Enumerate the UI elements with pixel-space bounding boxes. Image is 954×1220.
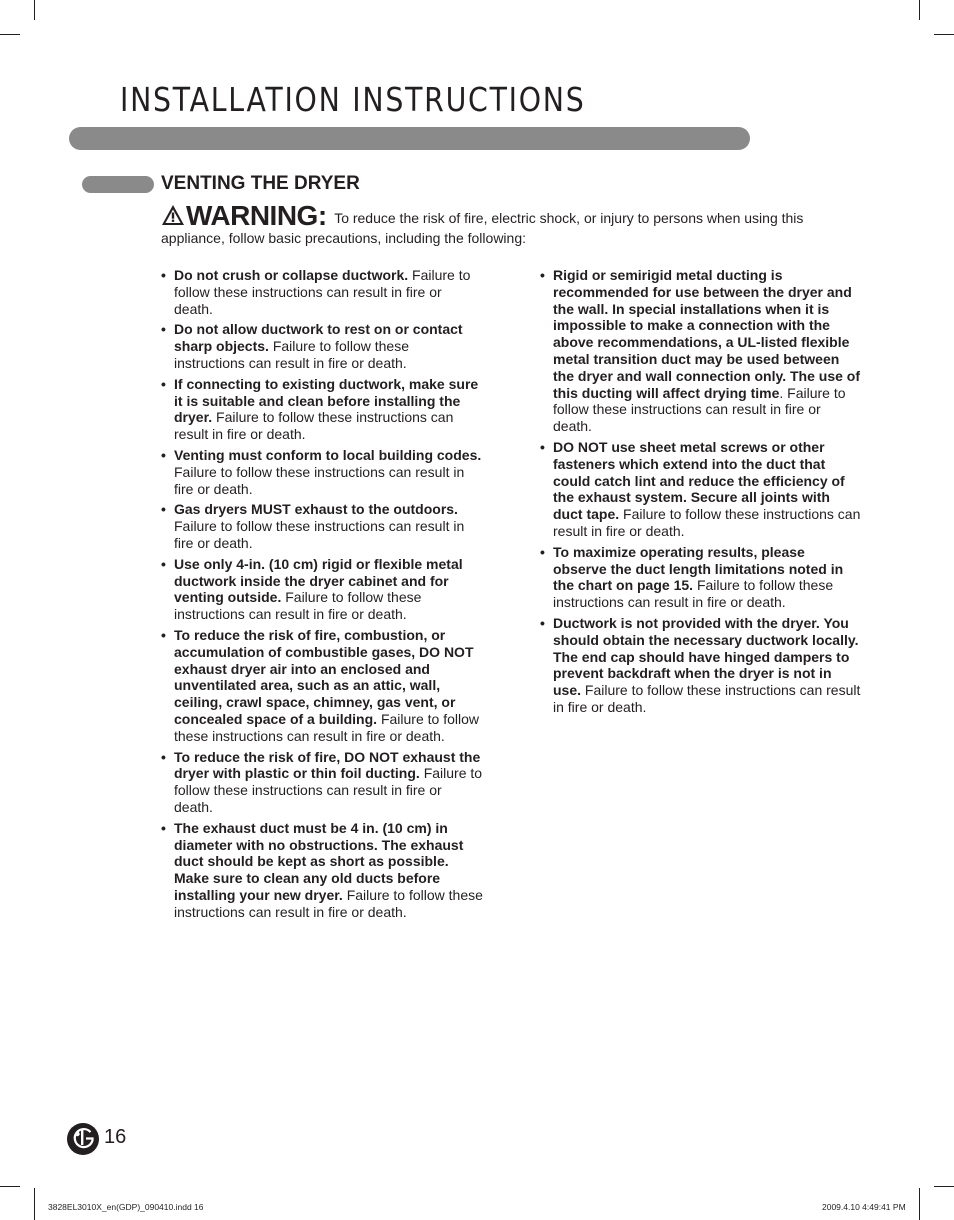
item-bold-text: Ductwork is not provided with the dryer. You should obtain the necessary ductwork locally. The end cap should have hinged dampers to prevent backdraft when the dryer is not in use. (553, 614, 859, 699)
list-item: • To reduce the risk of fire, combustion, or accumulation of combustible gases, DO NOT exhaust dryer air into an enclosed and unventilated area, such as an attic, wall, ceiling, crawl space, chimney, gas vent, or concealed space of a building. Failure to follow these instructions can result in fire or death. (161, 626, 479, 744)
warning-label: WARNING: (186, 200, 327, 231)
list-item: • Gas dryers MUST exhaust to the outdoors. Failure to follow these instructions can result in fire or death. (161, 501, 465, 551)
crop-mark (919, 1188, 920, 1220)
item-text: Failure to follow these instructions can result in fire or death. (174, 886, 483, 920)
list-item: • To reduce the risk of fire, DO NOT exhaust the dryer with plastic or thin foil ducting. Failure to follow these instructions can result in fire or death. (161, 748, 483, 815)
title-bar (69, 127, 750, 150)
list-item: • Ductwork is not provided with the dryer. You should obtain the necessary ductwork locally. The end cap should have hinged dampers to prevent backdraft when the dryer is not in use. Failure to follow these instructions can result in fire or death. (540, 614, 861, 715)
item-bold-text: The exhaust duct must be 4 in. (10 cm) in diameter with no obstructions. The exhaust duct should be kept as short as possible. Make sure to clean any old ducts before installing your new dryer. (174, 819, 464, 903)
list-item: • DO NOT use sheet metal screws or other fasteners which extend into the duct that could catch lint and reduce the efficiency of the exhaust system. Secure all joints with duct tape. Failure to follow these instructions can result in fire or death. (540, 438, 861, 539)
list-item: • Use only 4-in. (10 cm) rigid or flexible metal ductwork inside the dryer cabinet and for venting outside. Failure to follow these instructions can result in fire or death. (161, 555, 463, 623)
crop-mark (34, 0, 35, 20)
warning-block (161, 200, 861, 247)
item-text: Failure to follow these instructions can result in fire or death. (174, 589, 422, 623)
item-bold-text: To reduce the risk of fire, DO NOT exhaust the dryer with plastic or thin foil ducting. (174, 748, 481, 782)
warning-text: To reduce the risk of fire, electric shock, or injury to persons when using this appliance, follow basic precautions, including the following: (161, 210, 804, 246)
item-text: Failure to follow these instructions can result in fire or death. (553, 577, 834, 611)
lg-logo-icon (66, 1122, 100, 1161)
page-number: 16 (104, 1126, 127, 1148)
section-marker (82, 176, 154, 193)
item-text: Failure to follow these instructions can result in fire or death. (174, 518, 465, 551)
crop-mark (0, 34, 20, 35)
list-item: • To maximize operating results, please observe the duct length limitations noted in the chart on page 15. Failure to follow these instructions can result in fire or death. (540, 543, 844, 611)
item-bold-text: Gas dryers MUST exhaust to the outdoors. (174, 501, 458, 518)
list-item: • The exhaust duct must be 4 in. (10 cm) in diameter with no obstructions. The exhaust duct should be kept as short as possible. Make sure to clean any old ducts before installing your new dryer. Failure to follow these instructions can result in fire or death. (161, 819, 483, 920)
item-text: Failure to follow these instructions can result in fire or death. (174, 710, 479, 744)
footer-timestamp: 2009.4.10 4:49:41 PM (822, 1202, 906, 1212)
item-bold-text: Use only 4-in. (10 cm) rigid or flexible metal ductwork inside the dryer cabinet and for venting outside. (174, 555, 463, 606)
right-column (540, 267, 862, 720)
item-text: Failure to follow these instructions can result in fire or death. (174, 765, 483, 815)
list-item: • Venting must conform to local building codes. Failure to follow these instructions can result in fire or death. (161, 446, 482, 497)
item-bold-text: If connecting to existing ductwork, make sure it is suitable and clean before installing the dryer. (174, 375, 479, 426)
crop-mark (919, 0, 920, 20)
item-text: Failure to follow these instructions can result in fire or death. (174, 463, 465, 497)
item-text: Failure to follow these instructions can result in fire or death. (553, 506, 861, 539)
item-text: Failure to follow these instructions can result in fire or death. (174, 338, 409, 371)
item-text: Failure to follow these instructions can result in fire or death. (553, 682, 861, 715)
item-bold-text: Do not crush or collapse ductwork. (174, 267, 409, 283)
item-bold-text: Venting must conform to local building codes. (174, 446, 482, 463)
crop-mark (934, 34, 954, 35)
item-text: Failure to follow these instructions can result in fire or death. (174, 409, 454, 443)
item-text: . Failure to follow these instructions can result in fire or death. (553, 384, 846, 435)
item-bold-text: Do not allow ductwork to rest on or contact sharp objects. (174, 321, 463, 355)
item-text: Failure to follow these instructions can result in fire or death. (174, 267, 471, 317)
section-heading: VENTING THE DRYER (161, 173, 360, 194)
crop-mark (34, 1188, 35, 1220)
crop-mark (0, 1186, 20, 1187)
list-item: • Rigid or semirigid metal ducting is recommended for use between the dryer and the wall. In special installations when it is impossible to make a connection with the above recommendations, a UL-listed flexible metal transition duct may be used between the dryer and wall connection only. The use of this ducting will affect drying time. Failure to follow these instructions can result in fire or death. (540, 267, 861, 435)
item-bold-text: Rigid or semirigid metal ducting is recommended for use between the dryer and the wall. In special installations when it is impossible to make a connection with the above recommendations, a UL-listed flexible metal transition duct may be used between the dryer and wall connection only. The use of this ducting will affect drying time (553, 267, 861, 401)
item-bold-text: DO NOT use sheet metal screws or other fasteners which extend into the duct that could catch lint and reduce the efficiency of the exhaust system. Secure all joints with duct tape. (553, 438, 845, 523)
item-bold-text: To reduce the risk of fire, combustion, or accumulation of combustible gases, DO NOT exhaust dryer air into an enclosed and unventilated area, such as an attic, wall, ceiling, crawl space, chimney, gas vent, or concealed space of a building. (174, 626, 474, 727)
item-bold-text: To maximize operating results, please observe the duct length limitations noted in the chart on page 15. (553, 543, 844, 594)
footer-file-info: 3828EL3010X_en(GDP)_090410.indd 16 (48, 1202, 204, 1212)
list-item: • If connecting to existing ductwork, make sure it is suitable and clean before installing the dryer. Failure to follow these instructions can result in fire or death. (161, 375, 479, 443)
left-column (161, 267, 483, 924)
warning-triangle-icon (161, 204, 185, 230)
page-title: INSTALLATION INSTRUCTIONS (120, 80, 586, 119)
list-item: • Do not crush or collapse ductwork. Failure to follow these instructions can result in fire or death. (161, 267, 471, 317)
list-item: • Do not allow ductwork to rest on or contact sharp objects. Failure to follow these instructions can result in fire or death. (161, 321, 463, 371)
crop-mark (934, 1186, 954, 1187)
